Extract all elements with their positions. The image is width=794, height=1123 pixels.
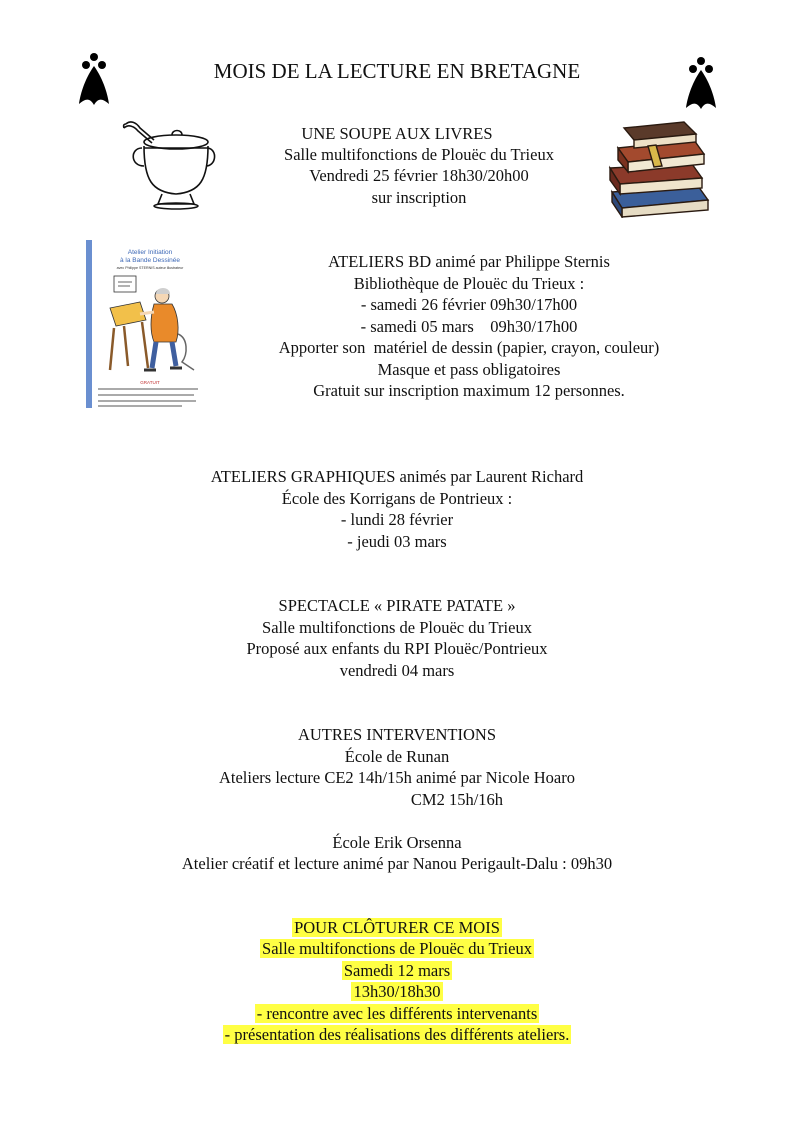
autres-school-2: École Erik Orsenna bbox=[332, 833, 462, 852]
soup-title: UNE SOUPE AUX LIVRES bbox=[301, 124, 493, 143]
bd-note-2: Masque et pass obligatoires bbox=[377, 360, 561, 379]
spectacle-title: SPECTACLE « PIRATE PATATE » bbox=[278, 596, 516, 615]
cloture-date-text: Samedi 12 mars bbox=[343, 961, 451, 980]
autres-school-1: École de Runan bbox=[344, 747, 450, 766]
soup-place: Salle multifonctions de Plouëc du Trieux bbox=[284, 145, 554, 164]
book-stack-icon bbox=[604, 120, 714, 218]
cloture-place bbox=[0, 938, 794, 959]
cloture-item-1-text: - rencontre avec les différents intervenants bbox=[256, 1004, 538, 1023]
graphiques-date-1: - lundi 28 février bbox=[340, 510, 454, 529]
autres-title: AUTRES INTERVENTIONS bbox=[297, 725, 497, 744]
cloture-item-1 bbox=[0, 1003, 794, 1024]
page-title: MOIS DE LA LECTURE EN BRETAGNE bbox=[213, 59, 581, 83]
autres-line-3: Atelier créatif et lecture animé par Nanou Perigault-Dalu : 09h30 bbox=[181, 854, 613, 873]
bd-date-1: - samedi 26 février 09h30/17h00 bbox=[360, 295, 578, 314]
bd-title: ATELIERS BD animé par Philippe Sternis bbox=[328, 252, 610, 271]
bd-note-3: Gratuit sur inscription maximum 12 personnes. bbox=[313, 381, 625, 400]
spectacle-audience: Proposé aux enfants du RPI Plouëc/Pontrieux bbox=[246, 639, 548, 658]
cloture-place-text: Salle multifonctions de Plouëc du Trieux bbox=[262, 939, 532, 958]
bd-place: Bibliothèque de Plouëc du Trieux : bbox=[353, 274, 585, 293]
spectacle-place: Salle multifonctions de Plouëc du Trieux bbox=[262, 618, 532, 637]
cloture-time bbox=[0, 981, 794, 1002]
bd-date-2: - samedi 05 mars 09h30/17h00 bbox=[360, 317, 578, 336]
soup-note: sur inscription bbox=[371, 188, 467, 207]
cloture-time-text: 13h30/18h30 bbox=[353, 982, 441, 1001]
soup-date: Vendredi 25 février 18h30/20h00 bbox=[309, 166, 529, 185]
cloture-item-2 bbox=[0, 1024, 794, 1045]
cloture-title bbox=[0, 917, 794, 938]
autres-line-1: Ateliers lecture CE2 14h/15h animé par Nicole Hoaro bbox=[218, 768, 575, 787]
cloture-title-text: POUR CLÔTURER CE MOIS bbox=[294, 918, 500, 937]
poster-line-2: à la Bande Dessinée bbox=[120, 257, 180, 264]
cloture-date bbox=[0, 960, 794, 981]
poster-line-3: avec Philippe STERNIS auteur illustrateur bbox=[116, 266, 184, 270]
graphiques-place: École des Korrigans de Pontrieux : bbox=[281, 489, 513, 508]
spectacle-date: vendredi 04 mars bbox=[339, 661, 455, 680]
poster-line-1: Atelier Initiation bbox=[127, 249, 173, 256]
cloture-item-2-text: - présentation des réalisations des différents ateliers. bbox=[224, 1025, 570, 1044]
poster-free-label: GRATUIT bbox=[140, 380, 160, 385]
autres-line-2: CM2 15h/16h bbox=[410, 790, 504, 809]
bd-note-1: Apporter son matériel de dessin (papier, crayon, couleur) bbox=[278, 338, 660, 357]
graphiques-date-2: - jeudi 03 mars bbox=[347, 532, 447, 551]
graphiques-title: ATELIERS GRAPHIQUES animés par Laurent Richard bbox=[210, 467, 584, 486]
